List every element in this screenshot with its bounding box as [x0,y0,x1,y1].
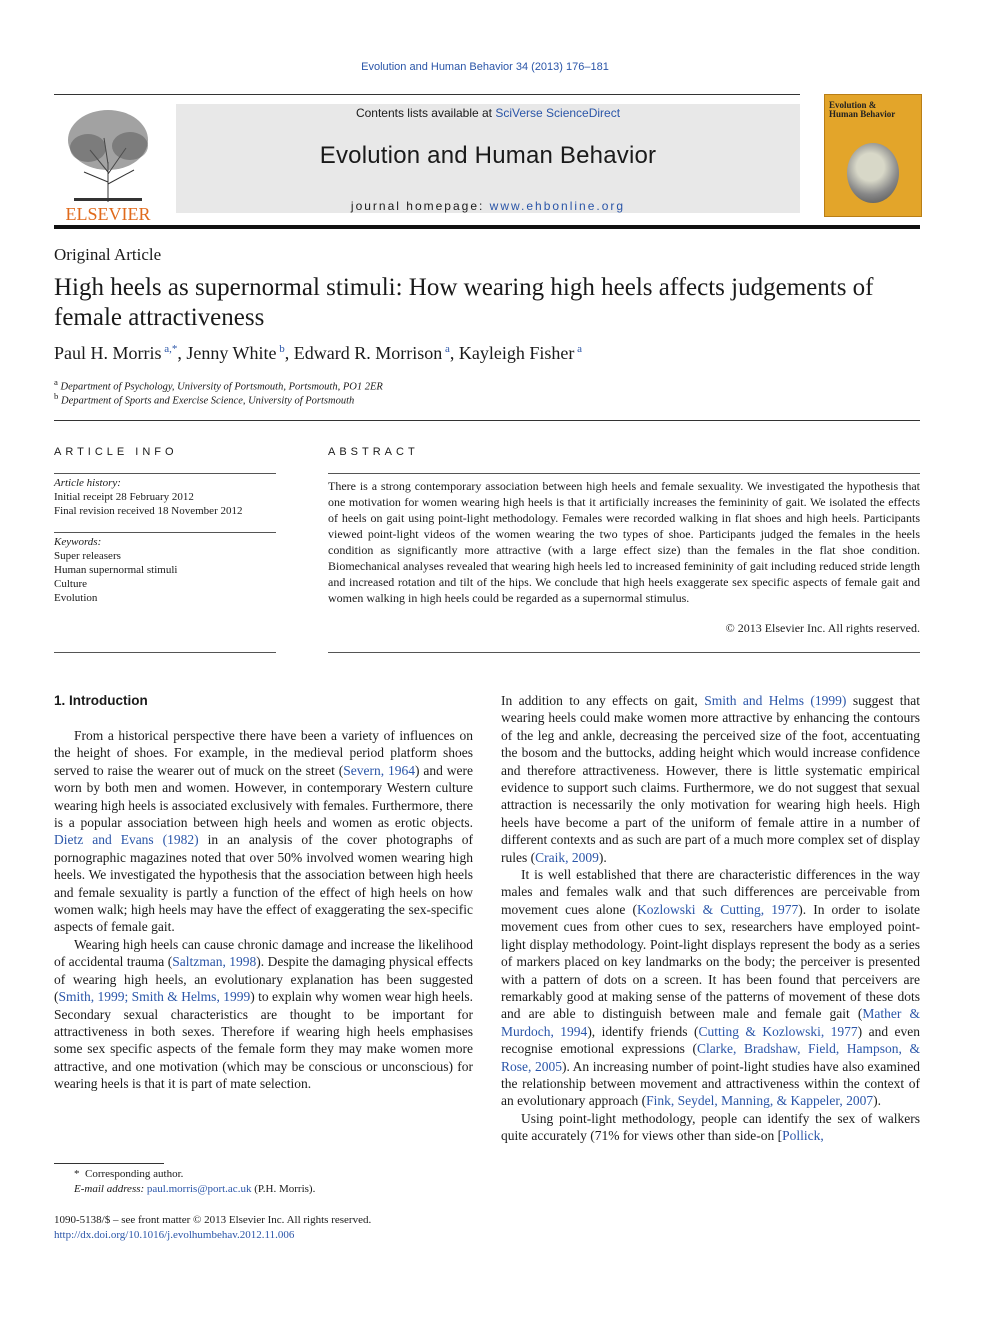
journal-citation-link[interactable]: Evolution and Human Behavior 34 (2013) 176–181 [361,61,609,73]
paragraph [54,727,473,936]
email-suffix: (P.H. Morris). [251,1183,316,1195]
body-column-right [501,692,920,1145]
author-separator: , [449,343,459,363]
article-title: High heels as supernormal stimuli: How wearing high heels affects judgements of female attractiveness [54,274,874,331]
paragraph-text: From a historical perspective there have been a variety of influences on the height of shoes. For example, in the medieval period platform shoes served to raise the wearer out of muck on the street ( [54,728,473,778]
author-separator: , [284,343,294,363]
sciencedirect-link[interactable]: SciVerse ScienceDirect [495,106,621,120]
author-affiliation-mark[interactable]: b [276,343,285,355]
paragraph [501,692,920,866]
issn-line: 1090-5138/$ – see front matter © 2013 Elsevier Inc. All rights reserved. [54,1214,372,1226]
abstract-rule [328,652,920,653]
abstract-text: There is a strong contemporary association between high heels and female sexuality. We investigated the hypothesis that one motivation for women wearing high heels is that it artificially increases the femininity of gait. We isolated the effects of heels on gait using point-light methodology. Females were recorded walking in flat shoes and high heels. Participants viewed point-light videos of the women wearing the two types of shoe. Participants judged the females in the heels condition as significantly more attractive (with a large effect size) than the females in the flat shoe condition. Biomechanical analyses revealed that wearing high heels led to increased femininity of gait including reduced stride length and increased rotation and tilt of the hips. We conclude that high heels exaggerate sex specific aspects of female gait and women walking in high heels could be regarded as a supernormal stimulus. [328,479,920,605]
author-list [54,343,920,364]
abstract-heading: ABSTRACT [328,446,419,458]
footnote-rule [54,1163,164,1164]
article-info-heading: ARTICLE INFO [54,446,178,458]
keywords [54,535,177,605]
contents-line [176,106,800,120]
author-name: Kayleigh Fisher [458,343,575,363]
keywords-label: Keywords: [54,536,102,548]
paragraph-text: ) to explain why women wear high heels. Secondary sexual characteristics are thought to be important for attractiveness in both sexes. Therefore if wearing high heels emphasises some sex specific aspects of the female form they may make women more attractive, and one motivation (which may be conscious or unconscious) for wearing heels is that it is part of mate selection. [54,989,473,1092]
citation-link[interactable]: Fink, Seydel, Manning, & Kappeler, 2007 [646,1093,874,1109]
paragraph-text: suggest that wearing heels could make women more attractive by enhancing the contours of the leg and ankle, decreasing the perceived size of the foot, accentuating the bosom and the buttocks, adding height which would increase confidence and therefore attractiveness. However, there is little systematic empirical evidence to support such claims. Furthermore, we do not suggest that sexual attraction is necessarily the only motivation for wearing high heels. High heels have become a part of the uniform of female attire in a number of different contexts and as such are part of a much more complex set of display rules ( [501,693,920,865]
masthead-rule [54,225,920,229]
affiliation-text: Department of Sports and Exercise Science, University of Portsmouth [61,395,355,407]
citation-link[interactable]: Pollick, [782,1128,824,1144]
cover-title [829,101,895,119]
citation-link[interactable]: Kozlowski & Cutting, 1977 [637,901,799,917]
citation-link[interactable]: Cutting & Kozlowski, 1977 [698,1023,858,1039]
front-matter [54,1213,371,1243]
citation-link[interactable]: Clarke, Bradshaw, Field, Hampson, & Rose, 2005 [501,1041,921,1074]
history-label: Article history: [54,477,121,489]
received-date: Initial receipt 28 February 2012 [54,491,194,503]
body-column-left [54,727,473,1093]
citation-link[interactable]: Saltzman, 1998 [172,954,257,970]
cover-title-line2: Human Behavior [829,109,896,119]
affiliation-mark: b [54,391,59,401]
copyright: © 2013 Elsevier Inc. All rights reserved. [725,621,920,635]
paragraph-text: ). Despite the damaging physical effects of wearing high heels, an evolutionary explanation has been suggested ( [54,954,473,1005]
citation-link[interactable]: Craik, 2009 [535,849,599,865]
paragraph-text: Using point-light methodology, people can identify the sex of walkers quite accurately (71% for views other than side-on [ [501,1110,920,1144]
journal-name: Evolution and Human Behavior [319,142,657,169]
journal-citation[interactable] [0,61,970,73]
paragraph [501,1110,920,1145]
paragraph [501,866,920,1110]
corresponding-label: Corresponding author. [85,1168,184,1180]
author-separator: , [177,343,187,363]
citation-link[interactable]: Dietz and Evans (1982) [54,832,199,848]
author-name: Jenny White [186,343,277,363]
paragraph-text: ) and were worn by both men and women. However, in contemporary Western culture wearing high heels is associated exclusively with females. Furthermore, there is a popular association between high heels and women as erotic objects. [54,762,473,831]
journal-banner [176,104,800,213]
paragraph-text: Wearing high heels can cause chronic damage and increase the likelihood of accidental trauma ( [54,936,473,970]
masthead [54,94,920,230]
info-rule [54,473,276,474]
paragraph-text: in an analysis of the cover photographs of pornographic magazines noted that over 50% involved women wearing high heels. We investigated the hypothesis that the association between high heels and female sexuality is partly a function of the effect of high heels on how women walk; high heels may have the effect of exaggerating the sex-specific aspects of female gait. [54,832,473,935]
corresponding-line [54,1167,315,1182]
affiliation-rule [54,420,920,421]
keyword: Evolution [54,592,98,604]
corresponding-author-footnote [54,1167,315,1197]
author-name: Edward R. Morrison [293,343,443,363]
email-line [54,1182,315,1197]
homepage-line [176,199,800,213]
affiliation-mark: a [54,377,58,387]
email-link[interactable]: paul.morris@port.ac.uk [146,1183,252,1195]
paragraph [54,936,473,1093]
paragraph-text: In addition to any effects on gait, [501,693,705,708]
info-rule [54,652,276,653]
article-history [54,476,242,518]
keyword: Culture [54,578,87,590]
author-affiliation-mark[interactable]: a [574,343,583,355]
section-heading-introduction: 1. Introduction [54,693,148,708]
citation-link[interactable]: Severn, 1964 [343,762,416,778]
author-name: Paul H. Morris [54,343,162,363]
citation-link[interactable]: Smith, 1999; Smith & Helms, 1999 [58,989,251,1005]
elsevier-tree-logo-icon [54,102,162,224]
info-rule [54,532,276,533]
article-type: Original Article [54,245,162,264]
affiliation-b [54,391,354,407]
top-rule [54,94,800,95]
cover-title-line1: Evolution & [829,100,877,110]
elsevier-wordmark: ELSEVIER [65,204,151,224]
keyword: Super releasers [54,550,121,562]
author-affiliation-mark[interactable]: a,* [161,343,178,355]
footnote-mark: * [74,1168,80,1180]
doi-link[interactable]: http://dx.doi.org/10.1016/j.evolhumbehav.2012.11.006 [54,1229,295,1241]
email-label: E-mail address: [74,1183,145,1195]
cover-portrait-icon [847,143,899,203]
affiliation-text: Department of Psychology, University of Portsmouth, Portsmouth, PO1 2ER [60,381,383,393]
keyword: Human supernormal stimuli [54,564,178,576]
paragraph-text: It is well established that there are characteristic differences in the way males and females walk and that such differences are perceivable from movement cues alone ( [501,867,920,917]
abstract-rule [328,473,920,474]
homepage-link[interactable]: www.ehbonline.org [489,199,626,213]
contents-prefix: Contents lists available at [355,106,496,120]
journal-cover-image [824,94,922,217]
author-affiliation-mark[interactable]: a [442,343,450,355]
citation-link[interactable]: Mather & Murdoch, 1994 [501,1006,920,1039]
paragraph-text: ). [598,849,607,865]
citation-link[interactable]: Smith and Helms (1999) [704,693,847,708]
paragraph-text: ). [873,1093,882,1109]
paragraph-text: ), identify friends ( [587,1023,699,1039]
paragraph-text: ). An increasing number of point-light studies have also examined the relationship between movement and attractiveness within the context of an evolutionary approach ( [501,1058,921,1109]
paragraph-text: ). In order to isolate movement cues from other cues to sex, researchers have employed point-light display methodology. Point-light displays represent the body as a series of markers placed on key landmarks on the body; the perceiver is presented with a pattern of dots on a screen. It has been found that perceivers are remarkably good at making sense of the patterns of movement of these dots and are able to distinguish between male and female gait ( [501,901,920,1022]
revised-date: Final revision received 18 November 2012 [54,505,243,517]
paragraph-text: ) and even recognise emotional expressions ( [501,1023,920,1057]
homepage-prefix: journal homepage: [350,199,490,213]
